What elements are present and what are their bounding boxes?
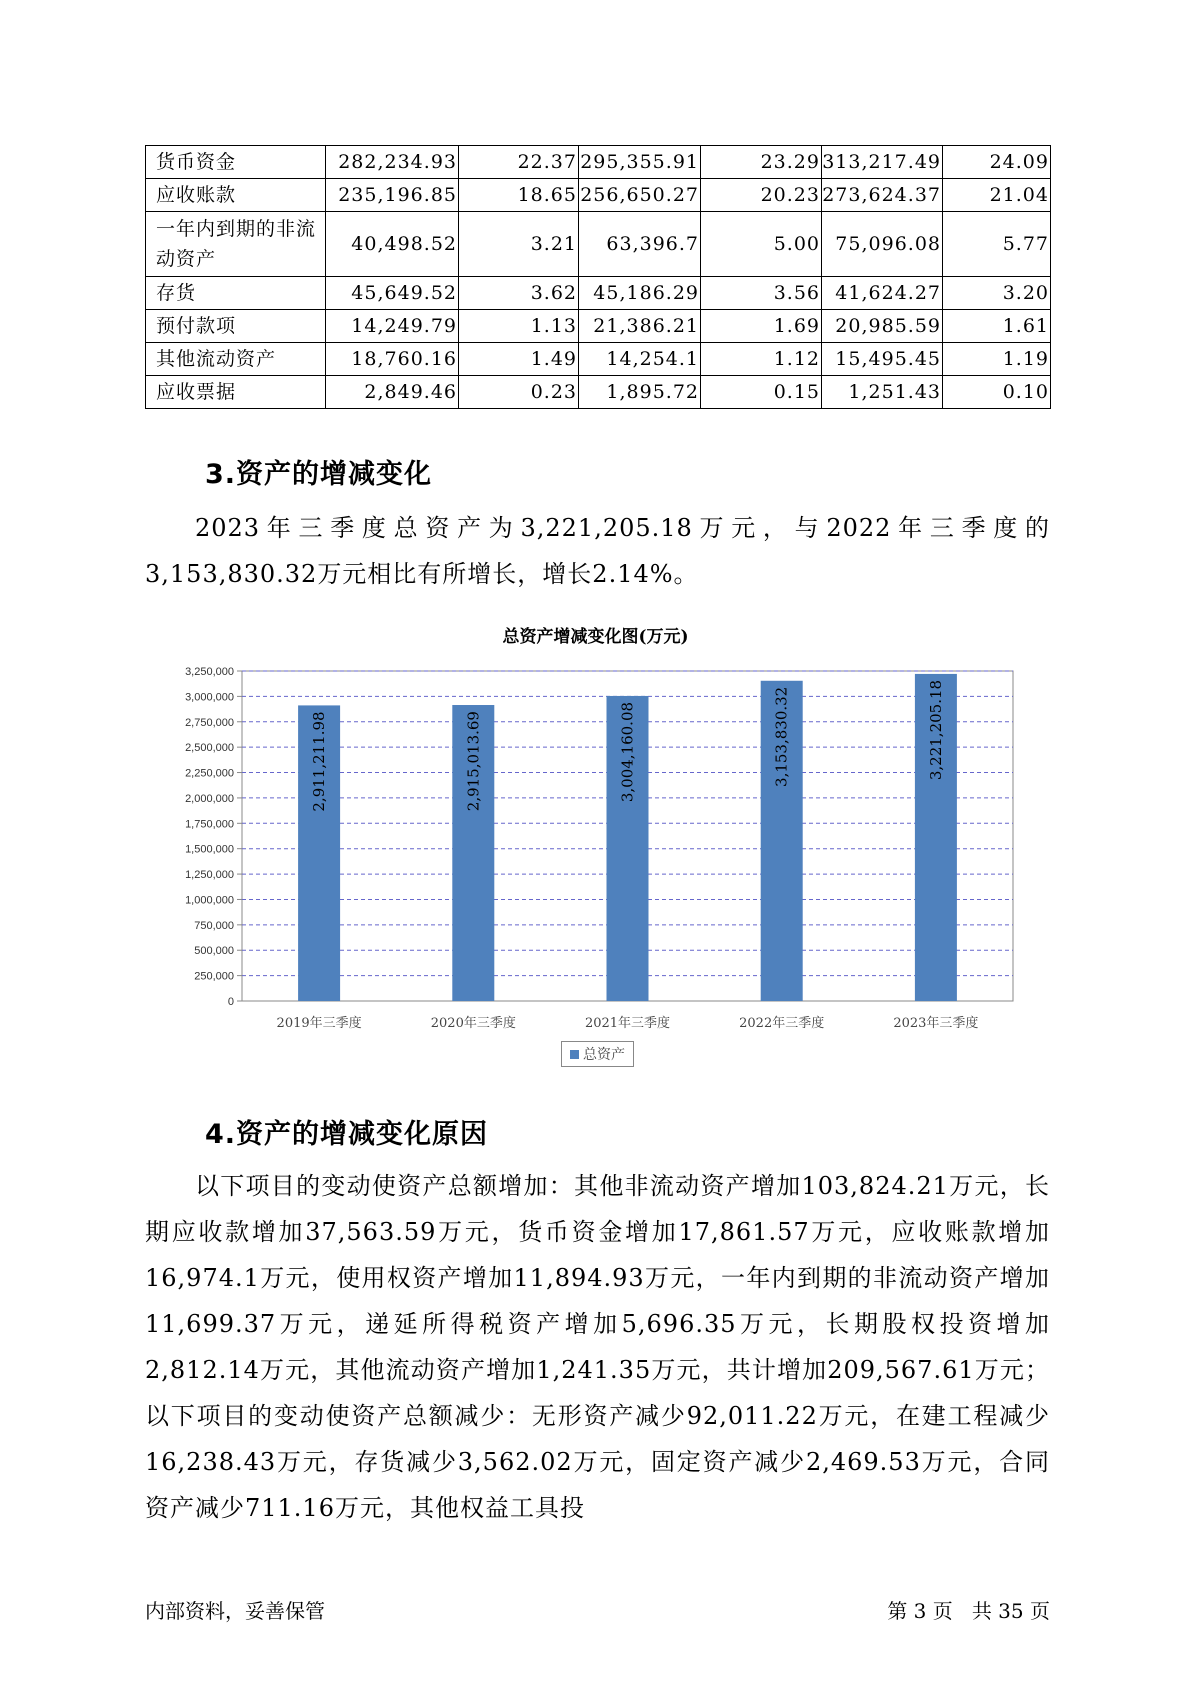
legend-label: 总资产 [583,1047,625,1063]
y-tick-label: 1,750,000 [185,818,234,831]
table-cell-percent-col-1: 18.65 [459,179,579,212]
table-cell-value-col-1: 45,649.52 [326,277,459,310]
bar-data-label: 3,221,205.18 [926,679,945,781]
table-cell-value-col-2: 63,396.7 [579,212,701,277]
x-category-label: 2023年三季度 [893,1016,979,1031]
y-tick-label: 2,500,000 [185,742,234,755]
table-cell-row-label: 应收票据 [146,376,326,409]
table-cell-value-col-3: 41,624.27 [822,277,943,310]
table-cell-value-col-1: 282,234.93 [326,146,459,179]
table-cell-value-col-2: 45,186.29 [579,277,701,310]
y-tick-label: 2,750,000 [185,716,234,729]
table-cell-percent-col-3: 1.19 [943,343,1051,376]
table-cell-percent-col-3: 5.77 [943,212,1051,277]
y-tick-label: 250,000 [194,970,234,983]
y-tick-label: 3,250,000 [185,666,234,678]
y-tick-label: 1,250,000 [185,869,234,882]
table-cell-percent-col-1: 1.13 [459,310,579,343]
table-cell-row-label: 其他流动资产 [146,343,326,376]
section-4-heading: 4.资产的增减变化原因 [205,1119,489,1150]
table-cell-value-col-3: 75,096.08 [822,212,943,277]
table-cell-row-label: 存货 [146,277,326,310]
bar-data-label: 3,153,830.32 [772,686,791,787]
table-cell-percent-col-2: 1.69 [701,310,822,343]
y-tick-label: 0 [227,996,234,1008]
bar-data-label: 2,915,013.69 [464,711,483,812]
table-cell-row-label: 应收账款 [146,179,326,212]
table-cell-percent-col-3: 3.20 [943,277,1051,310]
legend-swatch [570,1050,579,1059]
section-4-paragraph: 以下项目的变动使资产总额增加：其他非流动资产增加103,824.21万元，长期应收款增加37,563.59万元，货币资金增加17,861.57万元，应收账款增加16,974.1万元，使用权资产增加11,894.93万元，一年内到期的非流动资产增加11,699.37万元，递延所得税资产增加5,696.35万元，长期股权投资增加2,812.14万元，其他流动资产增加1,241.35万元，共计增加209,567.61万元；以下项目的变动使资产总额减少：无形资产减少92,011.22万元，在建工程减少16,238.43万元，存货减少3,562.02万元，固定资产减少2,469.53万元，合同资产减少711.16万元，其他权益工具投 [145,1172,1050,1522]
table-cell-value-col-2: 21,386.21 [579,310,701,343]
table-cell-percent-col-2: 3.56 [701,277,822,310]
y-tick-label: 3,000,000 [185,691,234,704]
table-cell-value-col-1: 14,249.79 [326,310,459,343]
table-cell-percent-col-1: 3.21 [459,212,579,277]
table-cell-percent-col-3: 21.04 [943,179,1051,212]
table-cell-value-col-2: 256,650.27 [579,179,701,212]
table-cell-percent-col-3: 24.09 [943,146,1051,179]
table-cell-percent-col-2: 20.23 [701,179,822,212]
table-cell-row-label: 一年内到期的非流动资产 [146,212,326,277]
table-cell-percent-col-2: 5.00 [701,212,822,277]
table-cell-value-col-2: 295,355.91 [579,146,701,179]
table-cell-value-col-2: 14,254.1 [579,343,701,376]
table-cell-row-label: 货币资金 [146,146,326,179]
chart-legend [561,1041,634,1067]
footer-page-number: 第 3 页 共 35 页 [887,1599,1050,1623]
table-cell-percent-col-3: 1.61 [943,310,1051,343]
y-tick-label: 1,000,000 [185,894,234,907]
table-cell-value-col-1: 2,849.46 [326,376,459,409]
table-cell-percent-col-2: 23.29 [701,146,822,179]
y-tick-label: 750,000 [194,919,234,932]
y-tick-label: 500,000 [194,945,234,958]
table-cell-row-label: 预付款项 [146,310,326,343]
y-tick-label: 2,000,000 [185,792,234,805]
bar-data-label: 2,911,211.98 [310,711,329,812]
table-cell-value-col-1: 235,196.85 [326,179,459,212]
y-tick-label: 1,500,000 [185,843,234,856]
x-category-label: 2020年三季度 [430,1016,516,1031]
section-3-paragraph: 2023年三季度总资产为3,221,205.18万元，与2022年三季度的3,153,830.32万元相比有所增长，增长2.14%。 [145,514,1050,588]
x-category-label: 2022年三季度 [739,1016,825,1031]
table-cell-value-col-1: 40,498.52 [326,212,459,277]
x-category-label: 2021年三季度 [584,1016,671,1031]
table-cell-percent-col-2: 1.12 [701,343,822,376]
table-cell-percent-col-2: 0.15 [701,376,822,409]
table-cell-value-col-3: 313,217.49 [822,146,943,179]
table-cell-value-col-3: 15,495.45 [822,343,943,376]
table-cell-value-col-3: 273,624.37 [822,179,943,212]
table-cell-percent-col-1: 1.49 [459,343,579,376]
table-cell-percent-col-1: 0.23 [459,376,579,409]
table-cell-value-col-3: 20,985.59 [822,310,943,343]
table-cell-percent-col-1: 22.37 [459,146,579,179]
table-cell-percent-col-3: 0.10 [943,376,1051,409]
footer-confidential-note: 内部资料，妥善保管 [145,1599,325,1623]
y-tick-label: 2,250,000 [185,767,234,780]
chart-title: 总资产增减变化图(万元) [502,627,689,647]
table-cell-value-col-1: 18,760.16 [326,343,459,376]
bar-data-label: 3,004,160.08 [618,701,637,803]
x-category-label: 2019年三季度 [276,1016,362,1031]
table-cell-percent-col-1: 3.62 [459,277,579,310]
table-cell-value-col-2: 1,895.72 [579,376,701,409]
table-cell-value-col-3: 1,251.43 [822,376,943,409]
section-3-heading: 3.资产的增减变化 [205,459,433,490]
